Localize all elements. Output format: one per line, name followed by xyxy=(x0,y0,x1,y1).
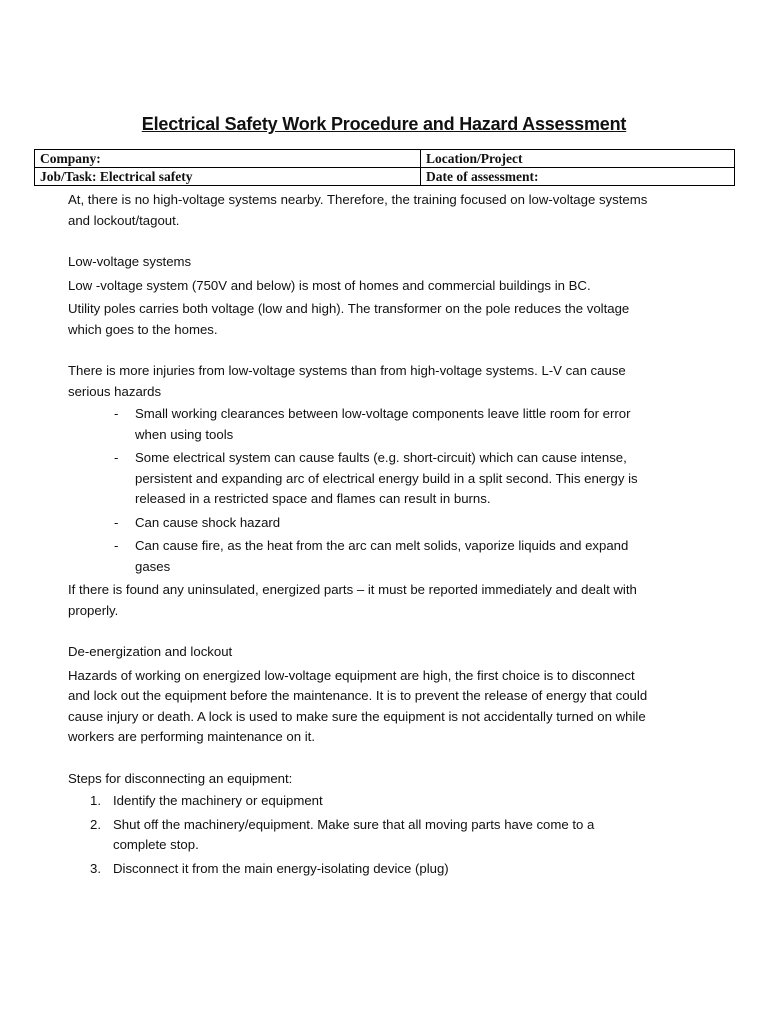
deenergization-paragraph: Hazards of working on energized low-voltage equipment are high, the first choice is to disconnect and lock out the equipment before the maintenance. It is to prevent the release of energy that could cause injury or death. A lock is used to make sure the equipment is not accidentally turned on while workers are performing maintenance on it. xyxy=(68,667,648,744)
document-body xyxy=(68,190,648,882)
hazard-text: Some electrical system can cause faults (e.g. short-circuit) which can cause intense, persistent and expanding arc of electrical energy build in a split second. This energy is released in a restricted space and flames can result in burns. xyxy=(135,450,638,506)
company-cell: Company: xyxy=(35,150,421,168)
low-voltage-paragraph-1: Low -voltage system (750V and below) is most of homes and commercial buildings in BC. xyxy=(68,277,591,293)
dash-bullet: - xyxy=(114,406,119,421)
step-number: 1. xyxy=(90,793,101,808)
deenergization-heading: De-energization and lockout xyxy=(68,644,233,659)
steps-heading: Steps for disconnecting an equipment: xyxy=(68,770,293,786)
dash-bullet: - xyxy=(114,538,119,553)
steps-list xyxy=(68,791,648,879)
step-text: Disconnect it from the main energy-isolating device (plug) xyxy=(113,860,449,876)
hazard-list xyxy=(68,404,648,577)
table-row xyxy=(35,168,735,186)
step-text: Shut off the machinery/equipment. Make sure that all moving parts have come to a complete stop. xyxy=(113,816,595,852)
list-item xyxy=(114,513,648,534)
list-item xyxy=(114,448,648,510)
list-item xyxy=(114,404,648,445)
dash-bullet: - xyxy=(114,450,119,465)
dash-bullet: - xyxy=(114,514,119,530)
job-task-cell: Job/Task: Electrical safety xyxy=(35,168,421,186)
hazard-text: Can cause fire, as the heat from the arc can melt solids, vaporize liquids and expand gases xyxy=(135,538,629,574)
list-item xyxy=(90,859,648,880)
list-item xyxy=(90,815,648,856)
low-voltage-paragraph-2: Utility poles carries both voltage (low and high). The transformer on the pole reduces the voltage which goes to the homes. xyxy=(68,301,630,337)
low-voltage-heading: Low-voltage systems xyxy=(68,254,192,269)
info-table xyxy=(34,149,735,186)
hazard-text: Can cause shock hazard xyxy=(135,514,281,530)
hazard-text: Small working clearances between low-voltage components leave little room for error when using tools xyxy=(135,406,631,442)
step-number: 2. xyxy=(90,816,101,832)
table-row xyxy=(35,150,735,168)
step-text: Identify the machinery or equipment xyxy=(113,793,323,808)
date-cell: Date of assessment: xyxy=(421,168,735,186)
list-item xyxy=(90,791,648,812)
list-item xyxy=(114,536,648,577)
location-cell: Location/Project xyxy=(421,150,735,168)
intro-paragraph: At, there is no high-voltage systems nearby. Therefore, the training focused on low-voltage systems and lockout/tagout. xyxy=(68,192,648,228)
page-title: Electrical Safety Work Procedure and Hazard Assessment xyxy=(141,114,627,134)
step-number: 3. xyxy=(90,860,101,876)
uninsulated-paragraph: If there is found any uninsulated, energized parts – it must be reported immediately and dealt with properly. xyxy=(68,582,637,618)
injuries-paragraph: There is more injuries from low-voltage systems than from high-voltage systems. L-V can cause serious hazards xyxy=(68,363,626,399)
